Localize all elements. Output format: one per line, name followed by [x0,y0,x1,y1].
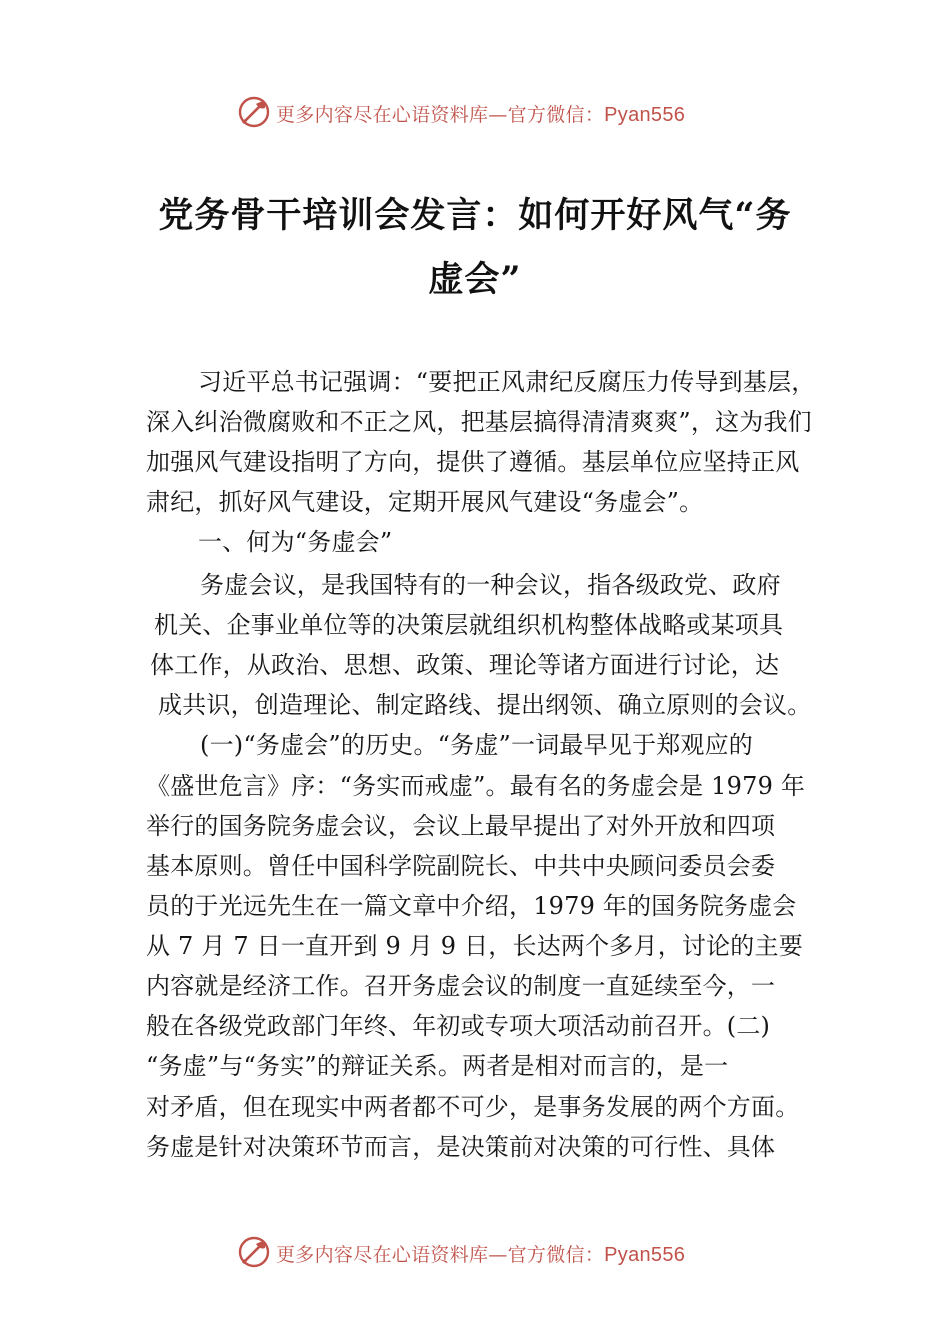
document-title-line-1: 党务骨干培训会发言：如何开好风气“务 [158,195,792,236]
section-heading: 一、何为“务虚会” [198,528,393,556]
body-line: 基本原则。曾任中国科学院副院长、中共中央顾问委员会委 [146,852,776,880]
watermark-wechat-id: Pyan556 [604,1244,686,1266]
body-line: 深入纠治微腐败和不正之风，把基层搞得清清爽爽”，这为我们 [146,408,812,436]
watermark-wechat-label: 官方微信： [507,1244,605,1266]
watermark-text [276,100,685,127]
body-line: 务虚是针对决策环节而言，是决策前对决策的可行性、具体 [146,1133,776,1161]
body-line: 肃纪，抓好风气建设，定期开展风气建设“务虚会”。 [146,488,704,516]
body-line: 成共识，创造理论、制定路线、提出纲领、确立原则的会议。 [158,691,812,719]
watermark-wechat-label: 官方微信： [507,104,605,126]
watermark-main: 更多内容尽在心语资料库 [276,1244,489,1266]
body-line: 加强风气建设指明了方向，提供了遵循。基层单位应坚持正风 [146,448,800,476]
body-line: 举行的国务院务虚会议，会议上最早提出了对外开放和四项 [146,812,776,840]
body-line: 内容就是经济工作。召开务虚会议的制度一直延续至今，一 [146,972,776,1000]
body-line: 般在各级党政部门年终、年初或专项大项活动前召开。(二) [146,1012,771,1040]
body-line: 体工作，从政治、思想、政策、理论等诸方面进行讨论，达 [150,651,780,679]
watermark-banner-top [0,92,950,132]
body-line: 员的于光远先生在一篇文章中介绍，1979 年的国务院务虚会 [146,892,797,920]
watermark-dash: — [488,104,508,126]
watermark-dash: — [488,1244,508,1266]
quill-logo-icon [236,1234,272,1270]
quill-logo-icon [236,94,272,130]
body-line: 习近平总书记强调：“要把正风肃纪反腐压力传导到基层， [198,368,816,396]
body-line: 机关、企事业单位等的决策层就组织机构整体战略或某项具 [154,611,784,639]
body-line: 《盛世危言》序：“务实而戒虚”。最有名的务虚会是 1979 年 [146,772,806,800]
watermark-banner-bottom [0,1232,950,1272]
body-line: 务虚会议，是我国特有的一种会议，指各级政党、政府 [200,571,781,599]
watermark-text [276,1240,685,1267]
body-line: “务虚”与“务实”的辩证关系。两者是相对而言的，是一 [146,1052,729,1080]
body-line: 对矛盾，但在现实中两者都不可少，是事务发展的两个方面。 [146,1093,800,1121]
body-line: 从 7 月 7 日一直开到 9 月 9 日，长达两个多月，讨论的主要 [146,932,803,960]
body-line: (一)“务虚会”的历史。“务虚”一词最早见于郑观应的 [200,731,754,759]
watermark-main: 更多内容尽在心语资料库 [276,104,489,126]
document-title-line-2: 虚会” [428,259,522,300]
watermark-wechat-id: Pyan556 [604,104,686,126]
